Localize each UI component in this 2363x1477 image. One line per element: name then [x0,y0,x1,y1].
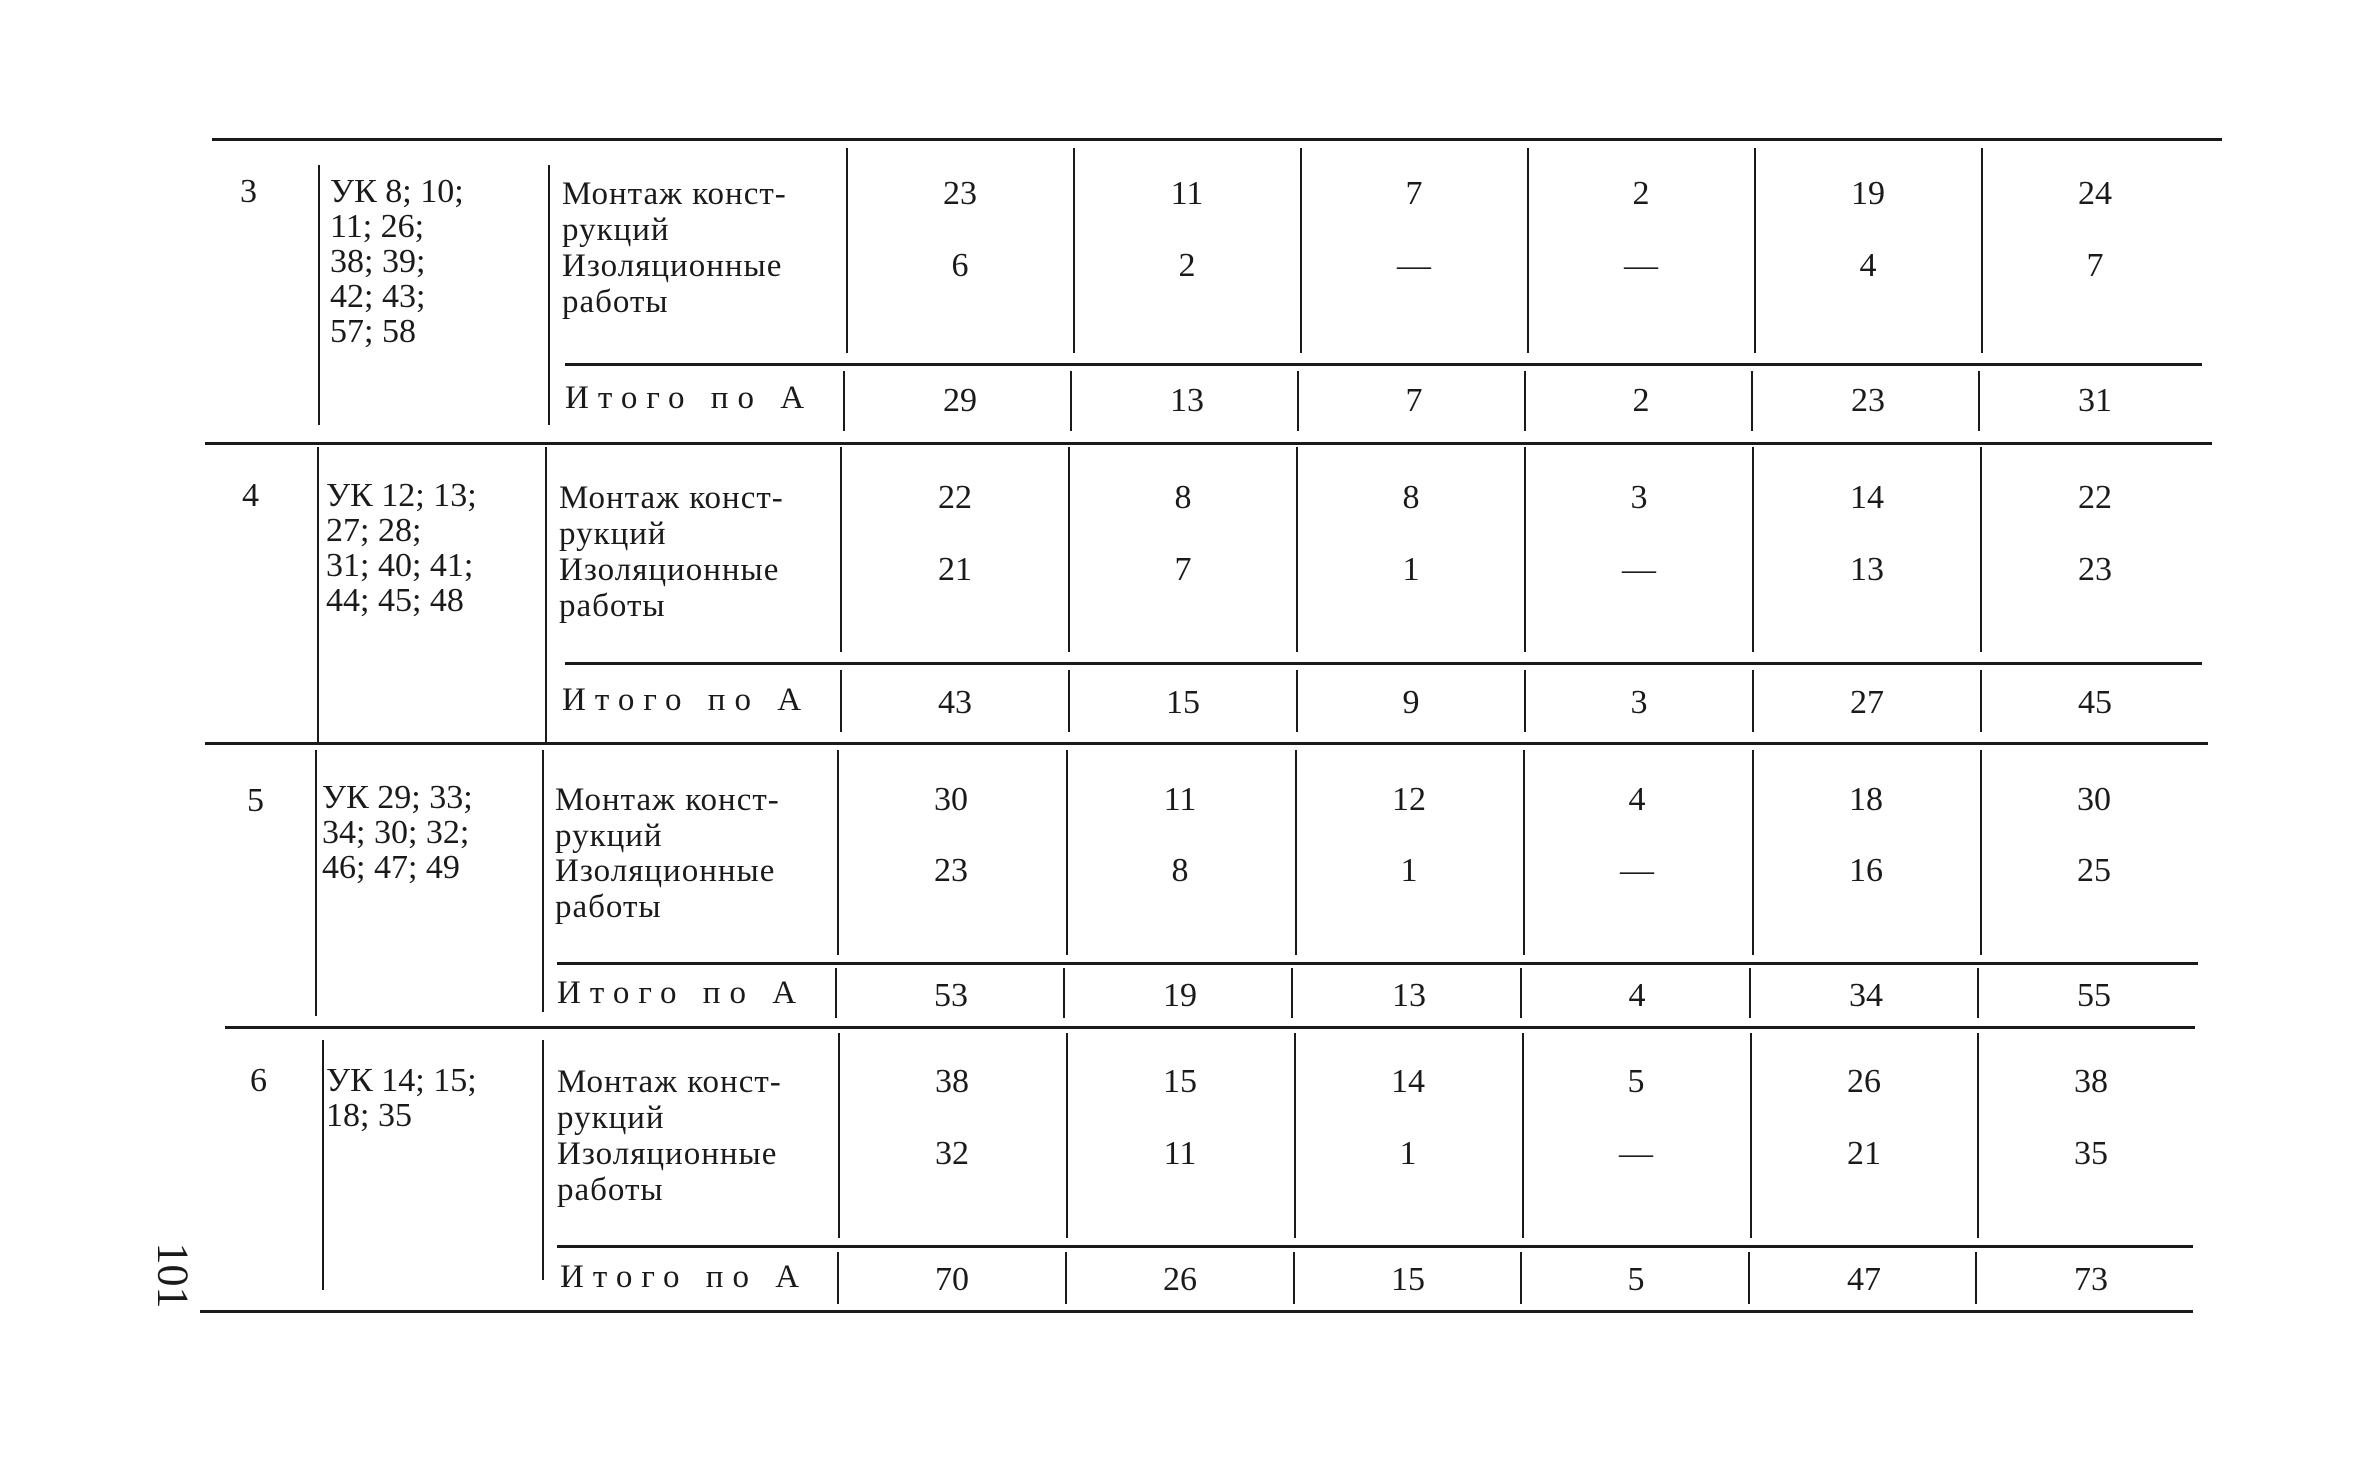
group-6-total-divider [1975,1252,1977,1304]
group-4-col-divider [1068,447,1070,652]
group-5-row2-value: 16 [1849,852,1883,889]
group-4-total-label: Итого по А [562,682,811,718]
group-3-col-divider [1300,148,1302,353]
group-6-code-divider [322,1040,324,1290]
group-5-row2-value: — [1620,852,1654,889]
group-5-row1-value: 12 [1392,781,1426,818]
group-5-row2-label: Изоляционные работы [555,853,776,925]
group-4-row2-value: 1 [1402,551,1420,588]
group-5-code-divider [315,750,317,1016]
group-5-row2-value: 1 [1400,852,1418,889]
group-5-col-divider [1523,750,1525,955]
group-6-total-value: 26 [1163,1261,1197,1298]
group-6-total-value: 5 [1627,1261,1645,1298]
group-6-row1-label: Монтаж конст- рукций [557,1064,782,1136]
group-4-row2-label: Изоляционные работы [559,552,780,624]
group-3-row1-value: 7 [1405,175,1423,212]
group-6-subtotal-rule [557,1245,2193,1248]
group-3-total-value: 2 [1632,382,1650,419]
group-5-total-value: 34 [1849,977,1883,1014]
group-4-number: 4 [242,477,259,514]
group-3-number: 3 [240,173,257,210]
group-5-subtotal-rule [557,962,2198,965]
group-5-total-label: Итого по А [557,975,806,1011]
group-4-row1-value: 3 [1630,479,1648,516]
group-4-row1-value: 22 [938,479,972,516]
group-4-row2-value: 7 [1174,551,1192,588]
group-4-row2-value: 13 [1850,551,1884,588]
group-4-col-divider [1752,447,1754,652]
group-4-subtotal-rule [565,662,2202,665]
group-5-total-divider [1749,968,1751,1018]
group-3-row1-value: 23 [943,175,977,212]
group-4-row2-value: — [1622,551,1656,588]
group-5-total-value: 55 [2077,977,2111,1014]
group-6-total-divider [1293,1252,1295,1304]
group-6-total-divider [837,1252,839,1304]
group-6-col-divider [1977,1033,1979,1238]
group-4-row1-value: 8 [1402,479,1420,516]
group-3-bottom-rule [205,442,2212,445]
group-6-codes: УК 14; 15; 18; 35 [326,1062,477,1134]
group-6-row2-value: 11 [1163,1135,1197,1172]
group-3-total-divider [1751,371,1753,431]
group-4-total-value: 45 [2078,684,2112,721]
group-4-total-divider [1296,670,1298,732]
group-6-row1-value: 5 [1627,1063,1645,1100]
group-4-col-divider [1980,447,1982,652]
group-4-col-divider [1296,447,1298,652]
group-4-total-value: 15 [1166,684,1200,721]
group-5-col-divider [1980,750,1982,955]
group-5-number: 5 [247,782,264,819]
group-3-col-divider [1981,148,1983,353]
group-6-col-divider [1750,1033,1752,1238]
group-6-col-divider [1522,1033,1524,1238]
group-3-row1-value: 19 [1851,175,1885,212]
group-5-total-divider [1520,968,1522,1018]
group-4-codes: УК 12; 13; 27; 28; 31; 40; 41; 44; 45; 48 [326,477,477,619]
group-3-total-value: 23 [1851,382,1885,419]
page-number: 101 [148,1242,198,1309]
group-5-col-divider [1066,750,1068,955]
group-3-row1-label: Монтаж конст- рукций [562,176,787,248]
group-3-row2-value: 6 [951,247,969,284]
group-3-total-value: 31 [2078,382,2112,419]
group-5-row1-value: 30 [2077,781,2111,818]
group-3-row2-value: — [1397,247,1431,284]
group-4-total-value: 9 [1402,684,1420,721]
group-4-total-divider [1752,670,1754,732]
group-6-total-divider [1065,1252,1067,1304]
group-4-row2-value: 21 [938,551,972,588]
group-5-total-divider [1977,968,1979,1018]
group-4-row1-label: Монтаж конст- рукций [559,480,784,552]
group-3-row2-value: 2 [1178,247,1196,284]
group-5-row1-value: 11 [1163,781,1197,818]
group-4-code-divider [317,447,319,742]
group-3-total-divider [1070,371,1072,431]
group-5-row1-value: 4 [1628,781,1646,818]
group-4-row1-value: 8 [1174,479,1192,516]
group-5-total-divider [1063,968,1065,1018]
group-5-col-divider [1295,750,1297,955]
group-3-row1-value: 2 [1632,175,1650,212]
group-3-col-divider [1754,148,1756,353]
group-5-row2-value: 25 [2077,852,2111,889]
group-5-row1-label: Монтаж конст- рукций [555,782,780,854]
group-5-total-value: 53 [934,977,968,1014]
group-3-total-label: Итого по А [565,380,814,416]
group-6-row2-value: 32 [935,1135,969,1172]
group-6-row2-value: — [1619,1135,1653,1172]
group-6-row2-value: 35 [2074,1135,2108,1172]
group-5-total-divider [1291,968,1293,1018]
group-5-row1-value: 18 [1849,781,1883,818]
group-3-total-divider [843,371,845,431]
group-4-total-value: 27 [1850,684,1884,721]
group-3-codes: УК 8; 10; 11; 26; 38; 39; 42; 43; 57; 58 [330,173,464,350]
group-6-total-label: Итого по А [560,1259,809,1295]
group-4-label-divider [545,447,547,742]
group-3-total-value: 29 [943,382,977,419]
group-3-total-divider [1978,371,1980,431]
group-4-total-divider [1524,670,1526,732]
group-5-bottom-rule [225,1026,2195,1029]
group-3-col-divider [1527,148,1529,353]
group-6-row2-value: 1 [1399,1135,1417,1172]
group-6-row1-value: 14 [1391,1063,1425,1100]
group-5-total-value: 19 [1163,977,1197,1014]
group-3-col-divider [846,148,848,353]
group-6-total-value: 70 [935,1261,969,1298]
group-6-row2-value: 21 [1847,1135,1881,1172]
group-3-total-value: 7 [1405,382,1423,419]
group-5-row2-value: 23 [934,852,968,889]
group-3-total-divider [1297,371,1299,431]
group-6-total-value: 73 [2074,1261,2108,1298]
group-4-total-value: 43 [938,684,972,721]
group-3-row2-value: 4 [1859,247,1877,284]
group-6-col-divider [1294,1033,1296,1238]
group-5-col-divider [837,750,839,955]
group-4-col-divider [1524,447,1526,652]
group-3-col-divider [1073,148,1075,353]
group-3-total-value: 13 [1170,382,1204,419]
group-4-row2-value: 23 [2078,551,2112,588]
group-6-total-value: 47 [1847,1261,1881,1298]
group-3-total-divider [1524,371,1526,431]
group-6-total-divider [1748,1252,1750,1304]
group-6-total-divider [1520,1252,1522,1304]
group-5-total-value: 4 [1628,977,1646,1014]
group-6-number: 6 [250,1062,267,1099]
group-6-row2-label: Изоляционные работы [557,1136,778,1208]
group-6-row1-value: 38 [2074,1063,2108,1100]
group-6-total-value: 15 [1391,1261,1425,1298]
group-6-col-divider [1066,1033,1068,1238]
group-6-row1-value: 15 [1163,1063,1197,1100]
group-5-codes: УК 29; 33; 34; 30; 32; 46; 47; 49 [322,779,473,886]
group-5-total-value: 13 [1392,977,1426,1014]
group-3-row2-value: — [1624,247,1658,284]
group-4-total-divider [1068,670,1070,732]
group-5-row1-value: 30 [934,781,968,818]
group-4-total-value: 3 [1630,684,1648,721]
group-6-row1-value: 38 [935,1063,969,1100]
table-bottom-rule [200,1310,2193,1313]
group-6-col-divider [838,1033,840,1238]
group-5-label-divider [542,750,544,1012]
group-3-row1-value: 11 [1170,175,1204,212]
group-4-total-divider [1980,670,1982,732]
group-5-row2-value: 8 [1171,852,1189,889]
group-3-row1-value: 24 [2078,175,2112,212]
group-4-bottom-rule [205,742,2208,745]
group-4-row1-value: 22 [2078,479,2112,516]
group-3-code-divider [318,165,320,425]
group-5-col-divider [1752,750,1754,955]
table-top-rule [212,138,2222,141]
group-6-row1-value: 26 [1847,1063,1881,1100]
group-4-total-divider [840,670,842,732]
group-4-col-divider [840,447,842,652]
group-3-label-divider [548,165,550,425]
group-3-row2-label: Изоляционные работы [562,248,783,320]
group-4-row1-value: 14 [1850,479,1884,516]
group-3-subtotal-rule [565,363,2202,366]
group-6-label-divider [542,1040,544,1280]
group-5-total-divider [835,968,837,1018]
group-3-row2-value: 7 [2086,247,2104,284]
